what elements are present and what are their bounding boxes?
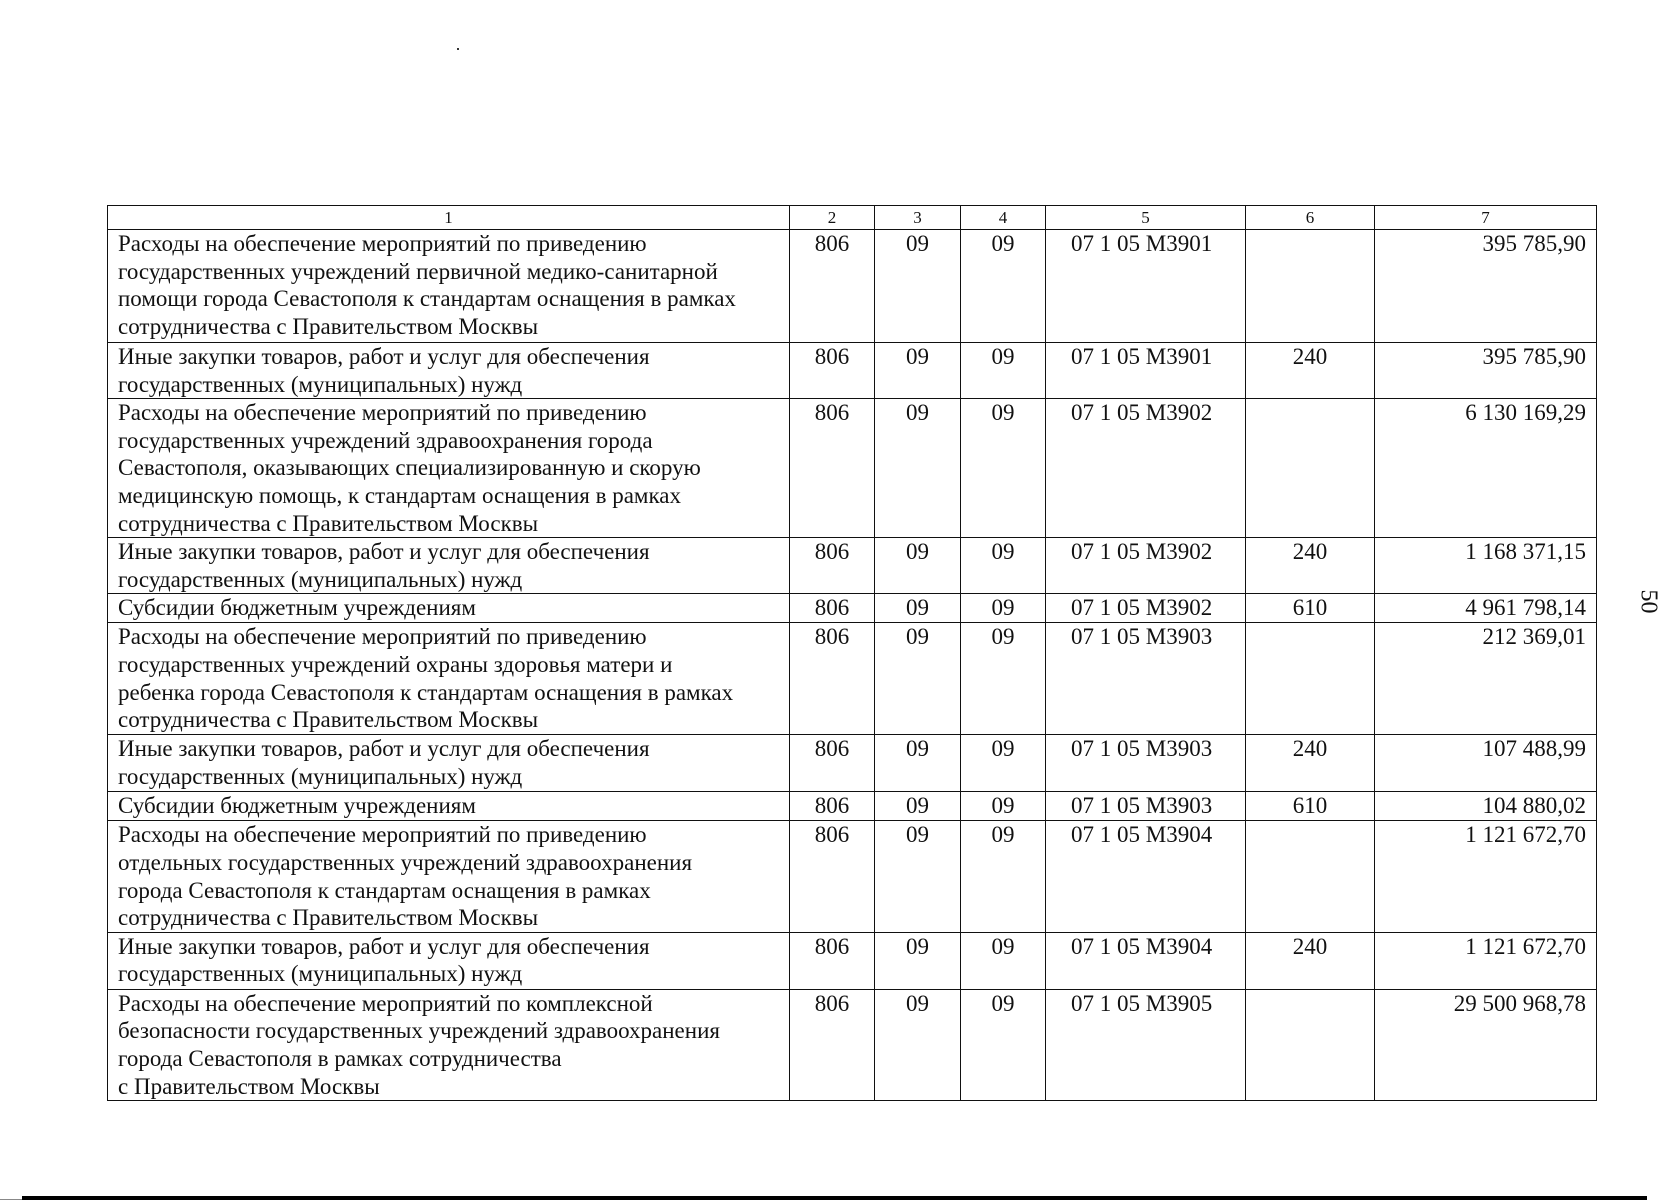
subsection-code-cell: 09: [961, 932, 1046, 989]
grbs-code-cell: 806: [790, 230, 875, 343]
section-code-cell: 09: [875, 623, 961, 735]
expense-type-code-cell: 610: [1246, 792, 1375, 821]
row-description-cell: Иные закупки товаров, работ и услуг для обеспечения государственных (муниципальных) нужд: [108, 932, 790, 989]
amount-cell: 4 961 798,14: [1375, 594, 1597, 623]
table-row: [108, 623, 1597, 735]
amount-cell: 395 785,90: [1375, 230, 1597, 343]
target-article-code-cell: 07 1 05 M3903: [1046, 623, 1246, 735]
grbs-code-cell: 806: [790, 735, 875, 792]
grbs-code-cell: 806: [790, 594, 875, 623]
header-cell: 2: [790, 206, 875, 230]
row-description-cell: Субсидии бюджетным учреждениям: [108, 792, 790, 821]
amount-cell: 104 880,02: [1375, 792, 1597, 821]
row-description-cell: Субсидии бюджетным учреждениям: [108, 594, 790, 623]
header-cell: 3: [875, 206, 961, 230]
bottom-rule: [22, 1196, 1647, 1200]
header-cell: 6: [1246, 206, 1375, 230]
subsection-code-cell: 09: [961, 821, 1046, 932]
subsection-code-cell: 09: [961, 230, 1046, 343]
target-article-code-cell: 07 1 05 M3902: [1046, 399, 1246, 538]
target-article-code-cell: 07 1 05 M3902: [1046, 538, 1246, 594]
expense-type-code-cell: 240: [1246, 735, 1375, 792]
section-code-cell: 09: [875, 792, 961, 821]
subsection-code-cell: 09: [961, 538, 1046, 594]
amount-cell: 29 500 968,78: [1375, 989, 1597, 1100]
table-row: [108, 821, 1597, 932]
budget-table: [107, 205, 1597, 1101]
expense-type-code-cell: [1246, 230, 1375, 343]
column-number-header-row: [108, 206, 1597, 230]
row-description-cell: Расходы на обеспечение мероприятий по приведению государственных учреждений здравоохранения города Севастополя, оказывающих специализированную и скорую медицинскую помощь, к стандартам оснащения в рамках сотрудничества с Правительством Москвы: [108, 399, 790, 538]
header-cell: 4: [961, 206, 1046, 230]
section-code-cell: 09: [875, 594, 961, 623]
target-article-code-cell: 07 1 05 M3904: [1046, 932, 1246, 989]
grbs-code-cell: 806: [790, 792, 875, 821]
amount-cell: 6 130 169,29: [1375, 399, 1597, 538]
subsection-code-cell: 09: [961, 594, 1046, 623]
row-description-cell: Иные закупки товаров, работ и услуг для обеспечения государственных (муниципальных) нужд: [108, 343, 790, 399]
amount-cell: 1 121 672,70: [1375, 821, 1597, 932]
section-code-cell: 09: [875, 989, 961, 1100]
section-code-cell: 09: [875, 821, 961, 932]
amount-cell: 212 369,01: [1375, 623, 1597, 735]
row-description-cell: Иные закупки товаров, работ и услуг для обеспечения государственных (муниципальных) нужд: [108, 538, 790, 594]
expense-type-code-cell: [1246, 623, 1375, 735]
amount-cell: 107 488,99: [1375, 735, 1597, 792]
target-article-code-cell: 07 1 05 M3901: [1046, 343, 1246, 399]
row-description-cell: Расходы на обеспечение мероприятий по приведению отдельных государственных учреждений здравоохранения города Севастополя к стандартам оснащения в рамках сотрудничества с Правительством Москвы: [108, 821, 790, 932]
grbs-code-cell: 806: [790, 343, 875, 399]
table-row: [108, 792, 1597, 821]
table-row: [108, 230, 1597, 343]
row-description-cell: Расходы на обеспечение мероприятий по комплексной безопасности государственных учреждений здравоохранения города Севастополя в рамках сотрудничества с Правительством Москвы: [108, 989, 790, 1100]
amount-cell: 1 168 371,15: [1375, 538, 1597, 594]
table-row: [108, 735, 1597, 792]
subsection-code-cell: 09: [961, 623, 1046, 735]
table-row: [108, 594, 1597, 623]
table-row: [108, 932, 1597, 989]
header-cell: 1: [108, 206, 790, 230]
grbs-code-cell: 806: [790, 538, 875, 594]
scan-speck: [457, 48, 459, 50]
target-article-code-cell: 07 1 05 M3904: [1046, 821, 1246, 932]
expense-type-code-cell: 240: [1246, 538, 1375, 594]
row-description-cell: Расходы на обеспечение мероприятий по приведению государственных учреждений первичной медико-санитарной помощи города Севастополя к стандартам оснащения в рамках сотрудничества с Правительством Москвы: [108, 230, 790, 343]
expense-type-code-cell: [1246, 989, 1375, 1100]
subsection-code-cell: 09: [961, 735, 1046, 792]
subsection-code-cell: 09: [961, 989, 1046, 1100]
target-article-code-cell: 07 1 05 M3905: [1046, 989, 1246, 1100]
expense-type-code-cell: 240: [1246, 932, 1375, 989]
target-article-code-cell: 07 1 05 M3902: [1046, 594, 1246, 623]
header-cell: 7: [1375, 206, 1597, 230]
header-cell: 5: [1046, 206, 1246, 230]
table-row: [108, 399, 1597, 538]
section-code-cell: 09: [875, 735, 961, 792]
subsection-code-cell: 09: [961, 792, 1046, 821]
expense-type-code-cell: [1246, 821, 1375, 932]
section-code-cell: 09: [875, 399, 961, 538]
section-code-cell: 09: [875, 343, 961, 399]
section-code-cell: 09: [875, 932, 961, 989]
table-row: [108, 343, 1597, 399]
expense-type-code-cell: [1246, 399, 1375, 538]
grbs-code-cell: 806: [790, 821, 875, 932]
table-row: [108, 538, 1597, 594]
section-code-cell: 09: [875, 538, 961, 594]
grbs-code-cell: 806: [790, 623, 875, 735]
row-description-cell: Иные закупки товаров, работ и услуг для обеспечения государственных (муниципальных) нужд: [108, 735, 790, 792]
grbs-code-cell: 806: [790, 932, 875, 989]
subsection-code-cell: 09: [961, 399, 1046, 538]
target-article-code-cell: 07 1 05 M3903: [1046, 792, 1246, 821]
section-code-cell: 09: [875, 230, 961, 343]
grbs-code-cell: 806: [790, 399, 875, 538]
page-number: 50: [1635, 589, 1662, 614]
expense-type-code-cell: 610: [1246, 594, 1375, 623]
target-article-code-cell: 07 1 05 M3903: [1046, 735, 1246, 792]
subsection-code-cell: 09: [961, 343, 1046, 399]
amount-cell: 395 785,90: [1375, 343, 1597, 399]
row-description-cell: Расходы на обеспечение мероприятий по приведению государственных учреждений охраны здоровья матери и ребенка города Севастополя к стандартам оснащения в рамках сотрудничества с Правительством Москвы: [108, 623, 790, 735]
expense-type-code-cell: 240: [1246, 343, 1375, 399]
amount-cell: 1 121 672,70: [1375, 932, 1597, 989]
target-article-code-cell: 07 1 05 M3901: [1046, 230, 1246, 343]
table-row: [108, 989, 1597, 1100]
grbs-code-cell: 806: [790, 989, 875, 1100]
